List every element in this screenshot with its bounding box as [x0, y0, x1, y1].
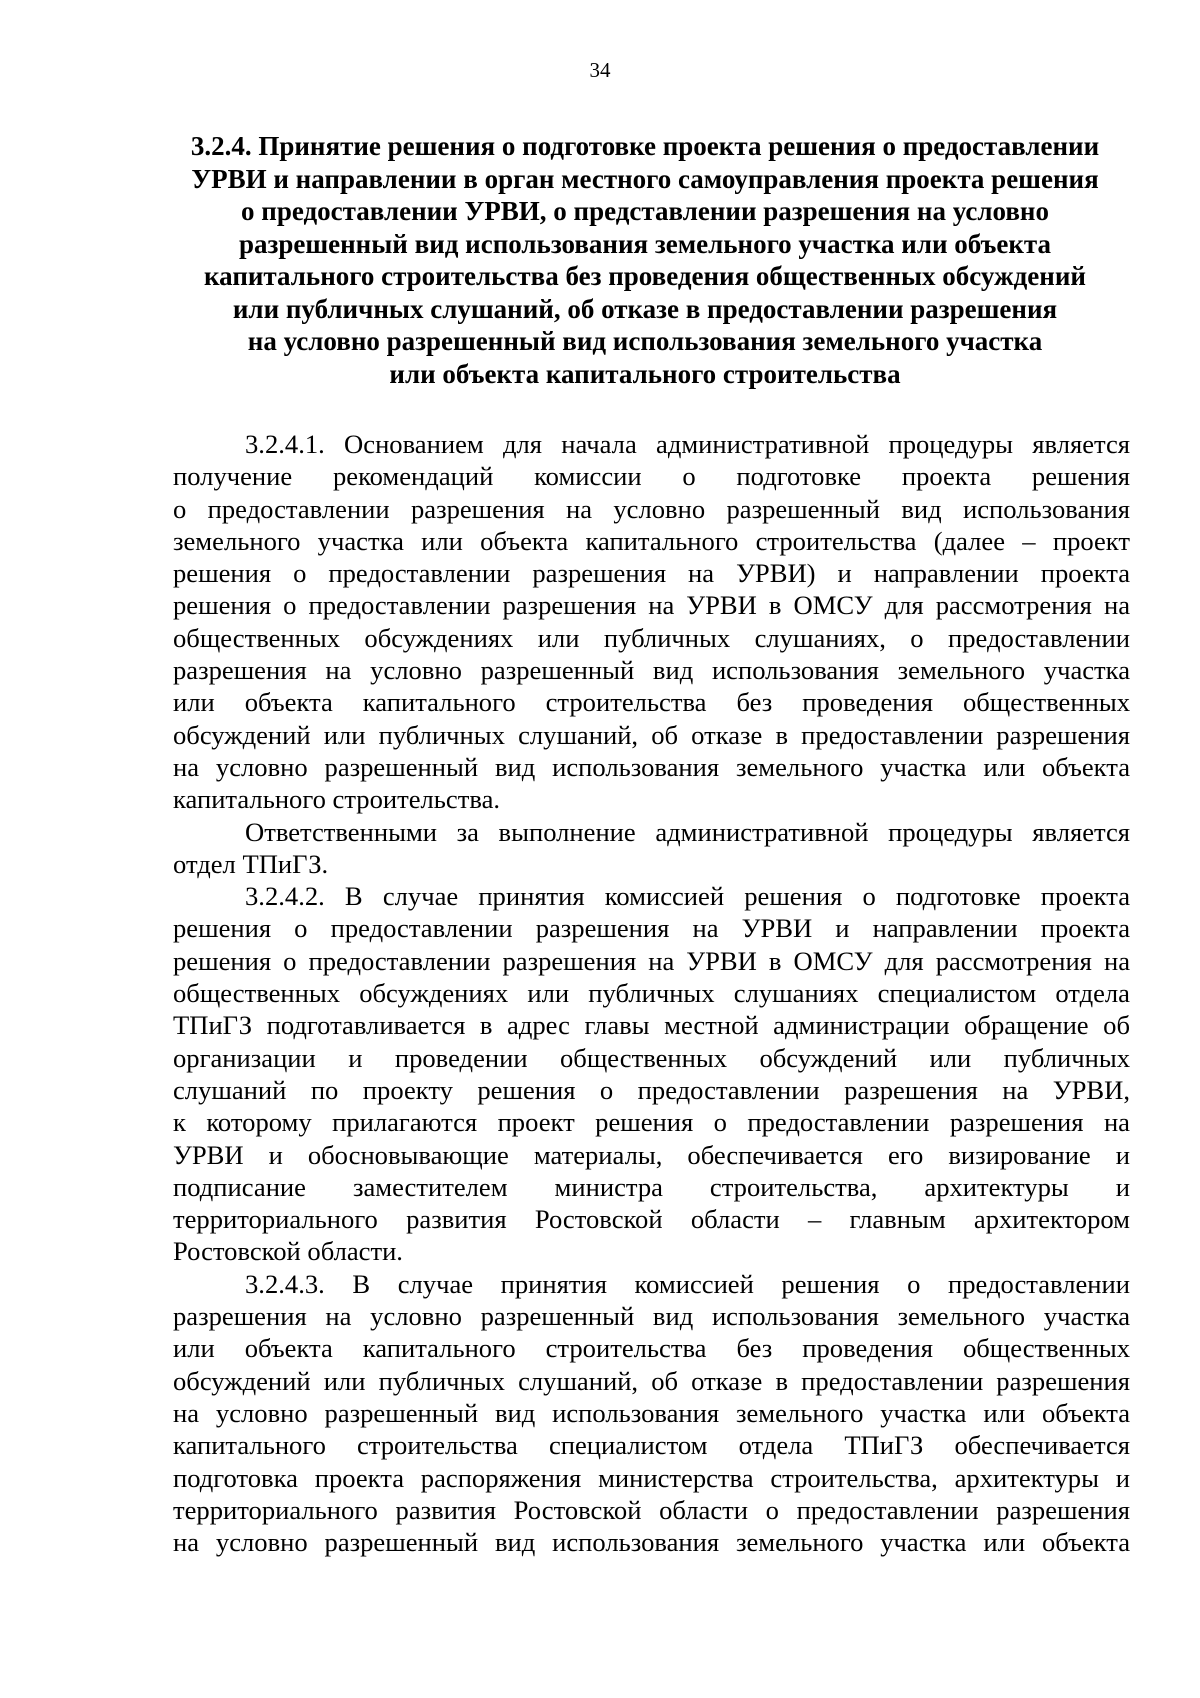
text-line: решения о предоставлении разрешения на УРВИ в ОМСУ для рассмотрения на: [173, 590, 1130, 621]
text-line: общественных обсуждениях или публичных слушаниях специалистом отдела: [173, 978, 1130, 1009]
text-line: решения о предоставлении разрешения на УРВИ в ОМСУ для рассмотрения на: [173, 945, 1130, 976]
text-line: слушаний по проекту решения о предоставлении разрешения на УРВИ,: [173, 1074, 1130, 1105]
paragraph-3-2-4-1: [173, 428, 1130, 816]
text-line: Ростовской области.: [173, 1236, 403, 1267]
text-line: подготовка проекта распоряжения министерства строительства, архитектуры и: [173, 1462, 1130, 1493]
text-line: обсуждений или публичных слушаний, об отказе в предоставлении разрешения: [173, 1365, 1130, 1396]
text-line: УРВИ и обосновывающие материалы, обеспечивается его визирование и: [173, 1139, 1130, 1170]
paragraph-responsible: [173, 816, 1130, 881]
text-line: разрешения на условно разрешенный вид использования земельного участка: [173, 655, 1130, 686]
text-line: ТПиГЗ подготавливается в адрес главы местной администрации обращение об: [173, 1010, 1130, 1041]
text-line: капитального строительства.: [173, 784, 501, 815]
document-body: [173, 428, 1130, 1558]
text-line: земельного участка или объекта капитального строительства (далее – проект: [173, 525, 1130, 556]
text-line: отдел ТПиГЗ.: [173, 848, 329, 879]
heading-line: 3.2.4. Принятие решения о подготовке проекта решения о предоставлении: [190, 131, 1100, 161]
text-line: Ответственными за выполнение административной процедуры является: [245, 816, 1130, 847]
heading-line: УРВИ и направлении в орган местного самоуправления проекта решения: [191, 163, 1099, 194]
section-heading: [160, 130, 1130, 390]
text-line: о предоставлении разрешения на условно разрешенный вид использования: [173, 493, 1130, 524]
paragraph-3-2-4-2: [173, 880, 1130, 1268]
text-line: решения о предоставлении разрешения на УРВИ) и направлении проекта: [173, 558, 1130, 589]
text-line: 3.2.4.2. В случае принятия комиссией решения о подготовке проекта: [245, 881, 1130, 912]
text-line: 3.2.4.3. В случае принятия комиссией решения о предоставлении: [245, 1268, 1130, 1299]
text-line: территориального развития Ростовской области о предоставлении разрешения: [173, 1494, 1130, 1525]
page-number: 34: [589, 58, 611, 82]
heading-line: разрешенный вид использования земельного участка или объекта: [238, 228, 1052, 259]
heading-line: на условно разрешенный вид использования земельного участка: [247, 326, 1043, 356]
text-line: территориального развития Ростовской области – главным архитектором: [173, 1204, 1130, 1235]
heading-line: капитального строительства без проведения общественных обсуждений: [204, 261, 1086, 291]
text-line: капитального строительства специалистом отдела ТПиГЗ обеспечивается: [173, 1430, 1130, 1461]
text-line: на условно разрешенный вид использования земельного участка или объекта: [173, 1397, 1130, 1428]
text-line: подписание заместителем министра строительства, архитектуры и: [173, 1171, 1130, 1202]
heading-line: или объекта капитального строительства: [389, 358, 901, 389]
text-line: на условно разрешенный вид использования земельного участка или объекта: [173, 751, 1130, 782]
text-line: общественных обсуждениях или публичных слушаниях, о предоставлении: [173, 622, 1130, 653]
text-line: организации и проведении общественных обсуждений или публичных: [173, 1042, 1130, 1073]
heading-line: о предоставлении УРВИ, о представлении разрешения на условно: [241, 196, 1049, 226]
text-line: решения о предоставлении разрешения на УРВИ и направлении проекта: [173, 913, 1130, 944]
paragraph-3-2-4-3: [173, 1268, 1130, 1559]
heading-line: или публичных слушаний, об отказе в предоставлении разрешения: [232, 293, 1058, 324]
text-line: получение рекомендаций комиссии о подготовке проекта решения: [173, 461, 1130, 492]
text-line: разрешения на условно разрешенный вид использования земельного участка: [173, 1301, 1130, 1332]
text-line: к которому прилагаются проект решения о предоставлении разрешения на: [173, 1107, 1130, 1138]
text-line: или объекта капитального строительства без проведения общественных: [173, 1333, 1130, 1364]
text-line: 3.2.4.1. Основанием для начала административной процедуры является: [245, 429, 1130, 459]
text-line: на условно разрешенный вид использования земельного участка или объекта: [173, 1527, 1130, 1558]
text-line: или объекта капитального строительства без проведения общественных: [173, 687, 1130, 718]
text-line: обсуждений или публичных слушаний, об отказе в предоставлении разрешения: [173, 719, 1130, 750]
